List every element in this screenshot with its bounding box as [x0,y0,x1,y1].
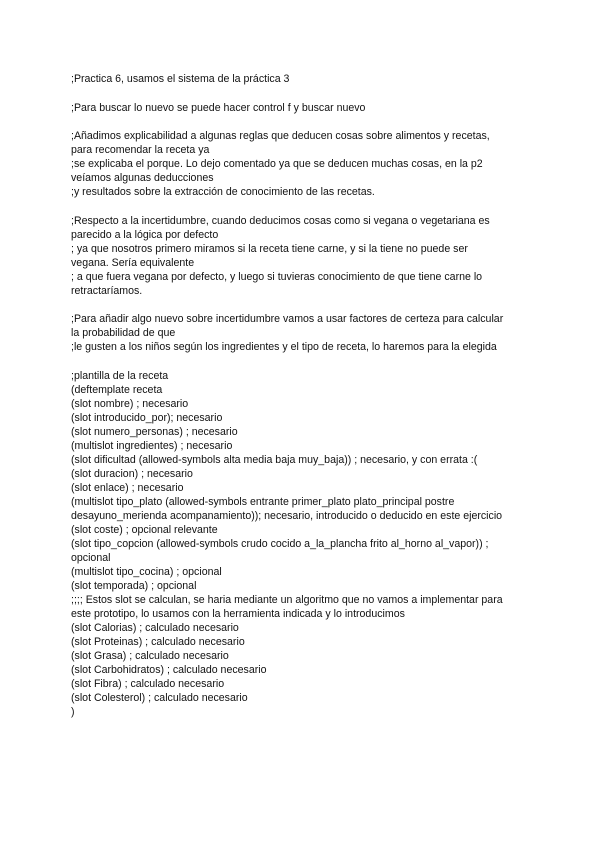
text-line: ;plantilla de la receta [71,369,169,382]
text-line: (slot Grasa) ; calculado necesario [71,649,229,662]
text-line: veíamos algunas deducciones [71,172,214,184]
paragraph-spacer [71,354,530,369]
paragraph [71,312,530,354]
text-line: (slot numero_personas) ; necesario [71,425,238,438]
paragraph-spacer [71,199,530,214]
text-line: (multislot tipo_cocina) ; opcional [71,565,222,578]
text-line: desayuno_merienda acompanamiento)); necesario, introducido o deducido en este ejercicio [71,509,503,522]
text-line: (slot Calorias) ; calculado necesario [71,621,239,634]
text-line: retractaríamos. [71,284,143,297]
text-line: parecido a la lógica por defecto [71,228,219,241]
text-line: ) [71,705,75,718]
paragraph [71,101,530,115]
paragraph-spacer [71,298,530,313]
text-line: para recomendar la receta ya [71,144,210,156]
text-line: ; a que fuera vegana por defecto, y luego si tuvieras conocimiento de que tiene carne lo [71,270,483,283]
text-line: (slot dificultad (allowed-symbols alta media baja muy_baja)) ; necesario, y con errata :( [71,453,478,466]
text-line: ;Para añadir algo nuevo sobre incertidumbre vamos a usar factores de certeza para calcular [71,313,504,325]
text-line: ;le gusten a los niños según los ingredientes y el tipo de receta, lo haremos para la elegida [71,341,497,353]
text-line: opcional [71,551,111,564]
text-line: este prototipo, lo usamos con la herramienta indicada y lo introducimos [71,607,405,620]
text-line: (slot nombre) ; necesario [71,397,189,410]
text-line: (slot coste) ; opcional relevante [71,523,218,536]
text-line: (slot temporada) ; opcional [71,579,197,592]
text-line: (slot Fibra) ; calculado necesario [71,677,225,690]
text-line: ;Respecto a la incertidumbre, cuando deducimos cosas como si vegana o vegetariana es [71,214,490,227]
text-line: ;;;; Estos slot se calculan, se haria mediante un algoritmo que no vamos a implementar para [71,593,503,606]
text-line: (multislot ingredientes) ; necesario [71,439,233,452]
text-line: ; ya que nosotros primero miramos si la receta tiene carne, y si la tiene no puede ser [71,242,468,255]
paragraph [71,129,530,199]
text-line: ;Para buscar lo nuevo se puede hacer control f y buscar nuevo [71,101,366,114]
text-line: ;se explicaba el porque. Lo dejo comentado ya que se deducen muchas cosas, en la p2 [71,158,483,170]
paragraph-spacer [71,86,530,101]
text-line: (slot duracion) ; necesario [71,467,193,480]
paragraph [71,369,530,719]
text-line: ;Practica 6, usamos el sistema de la práctica 3 [71,73,290,85]
text-line: vegana. Sería equivalente [71,256,195,269]
paragraph [71,72,530,86]
text-line: ;y resultados sobre la extracción de conocimiento de las recetas. [71,186,375,198]
paragraph-spacer [71,115,530,130]
text-line: la probabilidad de que [71,327,176,339]
text-line: (slot enlace) ; necesario [71,481,184,494]
text-line: (slot introducido_por); necesario [71,411,223,424]
text-line: (slot Carbohidratos) ; calculado necesario [71,663,267,676]
text-line: (multislot tipo_plato (allowed-symbols entrante primer_plato plato_principal postre [71,495,455,508]
text-line: (slot Proteinas) ; calculado necesario [71,635,245,648]
text-line: (deftemplate receta [71,383,163,396]
text-line: (slot tipo_copcion (allowed-symbols crudo cocido a_la_plancha frito al_horno al_vapor)) ; [71,537,489,550]
text-line: ;Añadimos explicabilidad a algunas reglas que deducen cosas sobre alimentos y recetas, [71,130,490,142]
paragraph [71,214,530,298]
text-line: (slot Colesterol) ; calculado necesario [71,691,248,704]
